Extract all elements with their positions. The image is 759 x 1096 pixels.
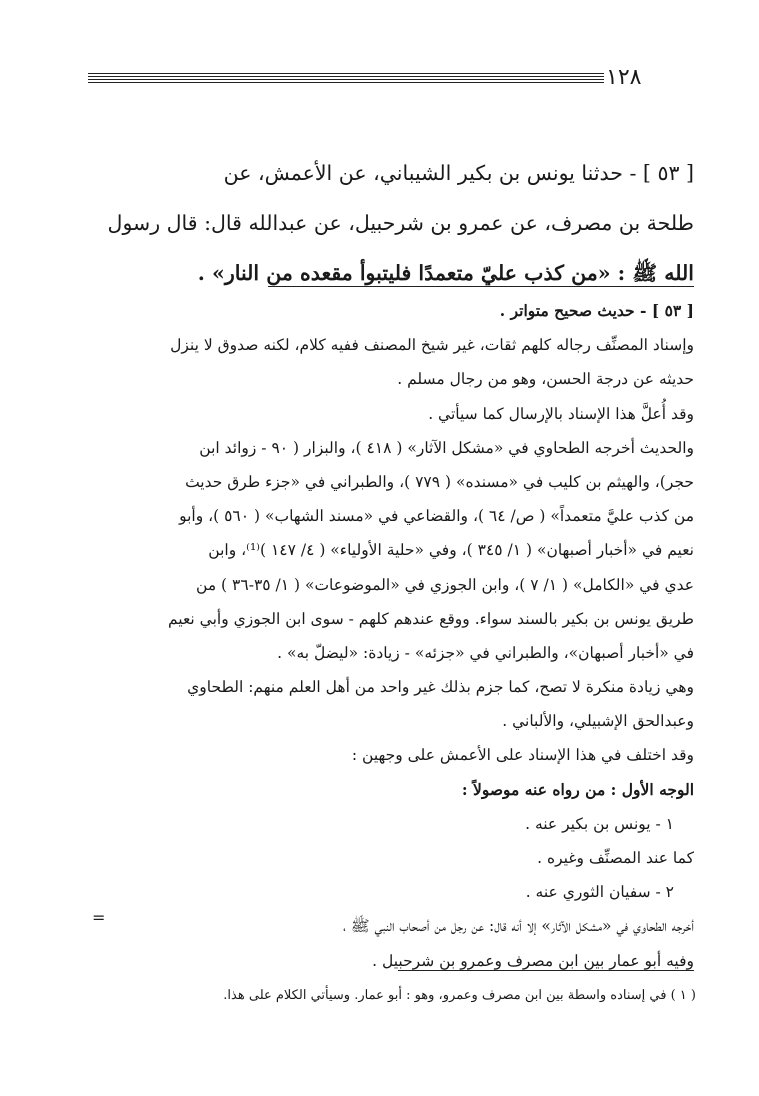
- commentary-line: في «أخبار أصبهان»، والطبراني في «جزئه» - زيادة: «ليضلّ به» .: [277, 643, 694, 662]
- hadith-text: [76, 148, 694, 298]
- continuation-mark: =: [92, 908, 106, 927]
- header-rule-bottom: [88, 82, 604, 83]
- commentary-line: وقد أُعلَّ هذا الإسناد بالإرسال كما سيأتي .: [428, 404, 694, 423]
- commentary: [60, 294, 694, 978]
- commentary-line: حديثه عن درجة الحسن، وهو من رجال مسلم .: [397, 370, 694, 389]
- commentary-line: نعيم في «أخبار أصبهان» ( ١/ ٣٤٥ )، وفي «حلية الأولياء» ( ٤/ ١٤٧ )⁽¹⁾، وابن: [208, 541, 694, 560]
- commentary-line: والحديث أخرجه الطحاوي في «مشكل الآثار» ( ٤١٨ )، والبزار ( ٩٠ - زوائد ابن: [199, 438, 694, 457]
- hadith-line-3: الله ﷺ : «من كذب عليّ متعمدًا فليتبوأ مقعده من النار» .: [197, 261, 694, 285]
- commentary-line: وهي زيادة منكرة لا تصح، كما جزم بذلك غير واحد من أهل العلم منهم: الطحاوي: [187, 678, 694, 697]
- header-rule-low: [88, 79, 604, 80]
- commentary-line: حجر)، والهيثم بن كليب في «مسنده» ( ٧٧٩ )، والطبراني في «جزء طرق حديث: [185, 472, 694, 491]
- header-rule-mid: [88, 76, 604, 77]
- commentary-line: كما عند المصنِّف وغيره .: [537, 849, 694, 867]
- commentary-heading: [ ٥٣ ] - حديث صحيح متواتر .: [499, 301, 694, 320]
- header-rule-top: [88, 73, 604, 74]
- commentary-line: وإسناد المصنِّف رجاله كلهم ثقات، غير شيخ المصنف ففيه كلام، لكنه صدوق لا ينزل: [170, 336, 694, 355]
- hadith-line-1: [ ٥٣ ] - حدثنا يونس بن بكير الشيباني، عن الأعمش، عن: [223, 161, 694, 185]
- commentary-line: طريق يونس بن بكير بالسند سواء. ووقع عندهم كلهم - سوى ابن الجوزي وأبي نعيم: [167, 609, 694, 628]
- commentary-line: وفيه أبو عمار بين ابن مصرف وعمرو بن شرحبيل .: [372, 951, 694, 970]
- commentary-list-item: ٢ - سفيان الثوري عنه .: [525, 883, 674, 902]
- commentary-line: وقد اختلف في هذا الإسناد على الأعمش على وجهين :: [351, 746, 694, 765]
- commentary-line: عدي في «الكامل» ( ١/ ٧ )، وابن الجوزي في «الموضوعات» ( ١/ ٣٥-٣٦ ) من: [196, 575, 694, 594]
- page-number: ١٢٨: [606, 65, 642, 90]
- commentary-subheading: الوجه الأول : من رواه عنه موصولاً :: [461, 779, 694, 799]
- footnote: ( ١ ) في إسناده واسطة بين ابن مصرف وعمرو، وهو : أبو عمار. وسيأتي الكلام على هذا.: [223, 988, 696, 1003]
- hadith-line-2: طلحة بن مصرف، عن عمرو بن شرحبيل، عن عبدالله قال: قال رسول: [107, 211, 694, 235]
- main-separator: [268, 286, 694, 287]
- commentary-list-item: ١ - يونس بن بكير عنه .: [525, 814, 674, 833]
- commentary-line: أخرجه الطحاوي في «مشكل الآثار» إلا أنه قال: عن رجل من أصحاب النبي ﷺ ،: [342, 917, 694, 936]
- commentary-line: وعبدالحق الإشبيلي، والألباني .: [502, 712, 694, 731]
- footnote-separator: [398, 970, 694, 971]
- commentary-line: من كذب عليَّ متعمداً» ( ص/ ٦٤ )، والقضاعي في «مسند الشهاب» ( ٥٦٠ )، وأبو: [179, 507, 694, 526]
